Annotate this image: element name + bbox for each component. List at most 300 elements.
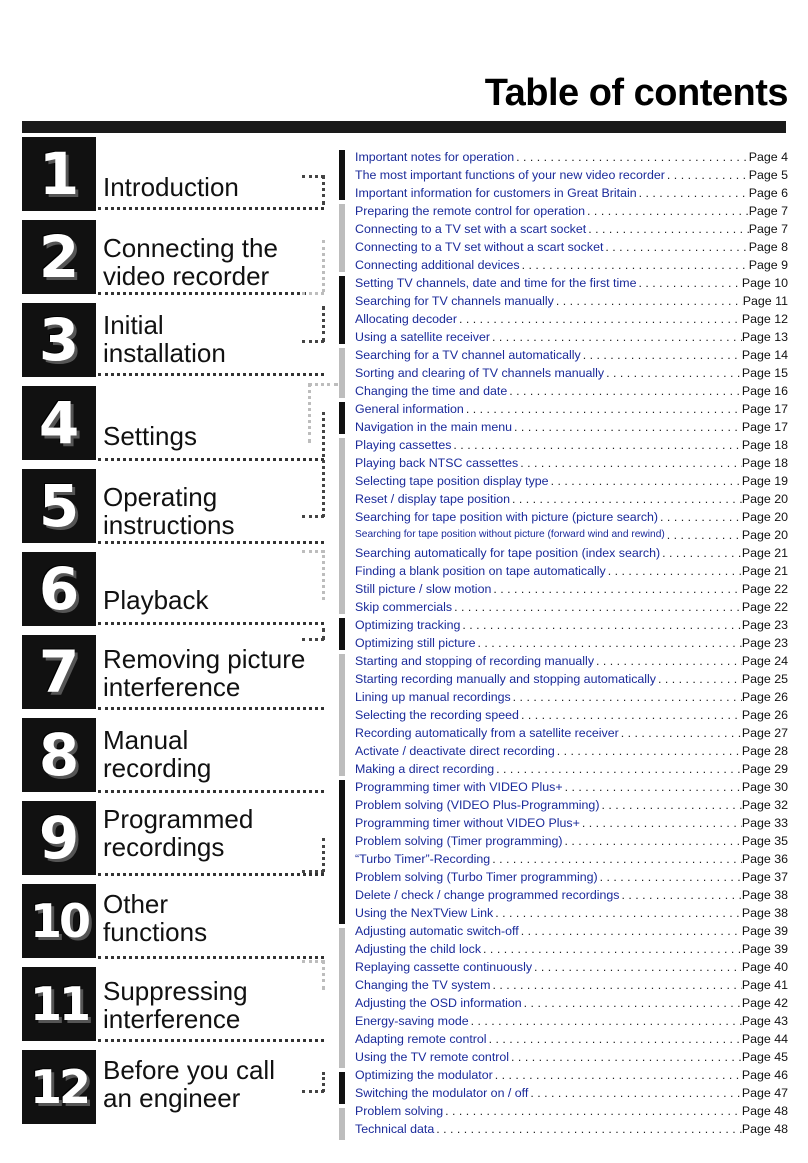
chapter-title-line1: Other xyxy=(103,889,169,919)
toc-entry-title: General information xyxy=(355,402,464,416)
toc-leader-dots xyxy=(594,652,742,670)
toc-entry-page: Page 18 xyxy=(741,456,788,470)
toc-leader-dots xyxy=(563,778,742,796)
group-bracket-4 xyxy=(339,348,345,398)
toc-leader-dots xyxy=(464,400,742,418)
chapter-title-line1: Manual xyxy=(103,725,189,755)
toc-entry-page: Page 16 xyxy=(741,384,788,398)
group-bracket-11 xyxy=(339,1072,345,1104)
toc-entry-title: Adjusting the OSD information xyxy=(355,996,522,1010)
chapter-title-line2: video recorder xyxy=(103,261,270,291)
toc-entry-page: Page 47 xyxy=(741,1086,788,1100)
group-bracket-10 xyxy=(339,928,345,1068)
chapter-number: 8 xyxy=(38,721,80,789)
chapter-title: Introduction xyxy=(103,172,239,202)
toc-leader-dots xyxy=(493,1066,742,1084)
toc-entry-page: Page 8 xyxy=(748,240,788,254)
chapter-number-box xyxy=(22,220,96,294)
toc-entry[interactable] xyxy=(355,310,788,328)
chapter-title-line2: interference xyxy=(103,1004,241,1034)
toc-entry-page: Page 17 xyxy=(741,402,788,416)
toc-entry[interactable] xyxy=(355,364,788,382)
toc-entry[interactable] xyxy=(355,1102,788,1120)
toc-entry[interactable] xyxy=(355,850,788,868)
toc-entry-title: The most important functions of your new video recorder xyxy=(355,168,665,182)
chapter-number-box xyxy=(22,303,96,377)
toc-entry[interactable] xyxy=(355,454,788,472)
connector-3v xyxy=(322,306,325,342)
toc-entry-title: Allocating decoder xyxy=(355,312,457,326)
toc-entry-title: Selecting tape position display type xyxy=(355,474,549,488)
toc-entry[interactable] xyxy=(355,562,788,580)
chapter-dotted-line xyxy=(98,458,324,461)
toc-entry-page: Page 11 xyxy=(742,294,788,308)
chapter-dotted-line xyxy=(98,707,324,710)
toc-entry-page: Page 42 xyxy=(741,996,788,1010)
chapter-number: 10 xyxy=(29,894,88,948)
chapter-number: 3 xyxy=(38,306,80,374)
toc-leader-dots xyxy=(490,850,742,868)
toc-entry-page: Page 5 xyxy=(748,168,788,182)
toc-leader-dots xyxy=(606,562,742,580)
toc-leader-dots xyxy=(522,994,742,1012)
toc-entry[interactable] xyxy=(355,184,788,202)
chapter-title xyxy=(103,726,211,782)
chapter-number: 12 xyxy=(29,1060,88,1114)
toc-entry[interactable] xyxy=(355,148,788,166)
toc-entry-page: Page 21 xyxy=(741,546,788,560)
toc-entry-title: Searching automatically for tape position (index search) xyxy=(355,546,661,560)
toc-leader-dots xyxy=(599,796,741,814)
chapter-title xyxy=(103,645,305,701)
toc-leader-dots xyxy=(451,436,741,454)
toc-leader-dots xyxy=(511,688,742,706)
toc-entry-title: Still picture / slow motion xyxy=(355,582,492,596)
connector-6 xyxy=(302,550,324,553)
toc-entry-page: Page 39 xyxy=(741,924,788,938)
toc-entry-page: Page 26 xyxy=(741,708,788,722)
toc-entry[interactable] xyxy=(355,814,788,832)
toc-leader-dots xyxy=(452,598,742,616)
toc-leader-dots xyxy=(665,166,749,184)
toc-entry[interactable] xyxy=(355,436,788,454)
toc-entry-page: Page 4 xyxy=(748,150,788,164)
toc-entry[interactable] xyxy=(355,1066,788,1084)
toc-entry[interactable] xyxy=(355,508,788,526)
toc-entry[interactable] xyxy=(355,616,788,634)
chapter-number-box xyxy=(22,1050,96,1124)
chapter-number: 9 xyxy=(38,804,80,872)
toc-entry[interactable] xyxy=(355,1120,788,1138)
group-bracket-1 xyxy=(339,150,345,200)
chapter-title xyxy=(103,311,226,367)
toc-leader-dots xyxy=(665,526,742,544)
toc-entry-page: Page 36 xyxy=(741,852,788,866)
connector-10v xyxy=(322,960,325,990)
chapter-5[interactable] xyxy=(22,469,322,545)
toc-entry-title: Starting and stopping of recording manually xyxy=(355,654,595,668)
toc-entry[interactable] xyxy=(355,580,788,598)
toc-entry[interactable] xyxy=(355,202,788,220)
toc-entry-page: Page 28 xyxy=(741,744,788,758)
toc-entry-page: Page 20 xyxy=(741,510,788,524)
toc-leader-dots xyxy=(509,1048,742,1066)
toc-entry-page: Page 41 xyxy=(741,978,788,992)
toc-entry[interactable] xyxy=(355,976,788,994)
toc-entry[interactable] xyxy=(355,274,788,292)
toc-entry-page: Page 20 xyxy=(741,528,788,542)
connector-5 xyxy=(302,515,324,518)
toc-entry[interactable] xyxy=(355,1012,788,1030)
toc-entry-title: Optimizing tracking xyxy=(355,618,461,632)
chapter-number: 11 xyxy=(29,977,88,1031)
toc-leader-dots xyxy=(554,292,743,310)
chapter-title-line2: an engineer xyxy=(103,1083,241,1113)
toc-entry-page: Page 22 xyxy=(741,582,788,596)
chapter-title: Playback xyxy=(103,585,209,615)
toc-leader-dots xyxy=(549,472,742,490)
toc-entry-title: Programming timer without VIDEO Plus+ xyxy=(355,816,580,830)
chapter-title-line2: recording xyxy=(103,753,212,783)
toc-entry-title: Optimizing the modulator xyxy=(355,1068,493,1082)
toc-entry[interactable] xyxy=(355,490,788,508)
toc-entry-title: Lining up manual recordings xyxy=(355,690,511,704)
chapter-dotted-line xyxy=(98,373,324,376)
toc-entry-title: Adjusting automatic switch-off xyxy=(355,924,519,938)
toc-entry-page: Page 33 xyxy=(741,816,788,830)
chapter-number: 6 xyxy=(38,555,80,623)
chapter-8[interactable] xyxy=(22,718,322,794)
toc-entry-title: Searching for tape position with picture (picture search) xyxy=(355,510,659,524)
toc-entry[interactable] xyxy=(355,634,788,652)
chapter-number: 7 xyxy=(38,638,80,706)
toc-leader-dots xyxy=(555,742,742,760)
toc-entry-title: Sorting and clearing of TV channels manually xyxy=(355,366,605,380)
toc-entry-title: Activate / deactivate direct recording xyxy=(355,744,555,758)
toc-entry-page: Page 26 xyxy=(741,690,788,704)
toc-entry[interactable] xyxy=(355,292,788,310)
toc-entry-title: Starting recording manually and stopping automatically xyxy=(355,672,656,686)
toc-leader-dots xyxy=(581,346,742,364)
toc-entry-title: Using a satellite receiver xyxy=(355,330,490,344)
toc-entry-page: Page 39 xyxy=(741,942,788,956)
toc-entry[interactable] xyxy=(355,1048,788,1066)
toc-entry-page: Page 9 xyxy=(748,258,788,272)
toc-entry[interactable] xyxy=(355,994,788,1012)
toc-entry[interactable] xyxy=(355,1084,788,1102)
chapter-dotted-line xyxy=(98,622,324,625)
toc-leader-dots xyxy=(487,1030,742,1048)
chapter-dotted-line xyxy=(98,541,324,544)
toc-entry[interactable] xyxy=(355,670,788,688)
toc-entry-title: Important notes for operation xyxy=(355,150,515,164)
toc-entry-page: Page 32 xyxy=(741,798,788,812)
toc-list xyxy=(355,148,788,1138)
connector-9 xyxy=(302,870,324,873)
chapter-dotted-line xyxy=(98,956,324,959)
toc-entry[interactable] xyxy=(355,922,788,940)
toc-leader-dots xyxy=(604,364,742,382)
title-rule xyxy=(22,121,786,133)
toc-entry-title: Skip commercials xyxy=(355,600,453,614)
toc-entry[interactable] xyxy=(355,238,788,256)
toc-leader-dots xyxy=(443,1102,742,1120)
toc-entry-title: Important information for customers in Great Britain xyxy=(355,186,637,200)
toc-leader-dots xyxy=(491,580,741,598)
chapter-title xyxy=(103,483,235,539)
toc-entry-page: Page 20 xyxy=(741,492,788,506)
group-bracket-5 xyxy=(339,402,345,434)
toc-entry-page: Page 10 xyxy=(741,276,788,290)
chapter-number-box xyxy=(22,801,96,875)
chapter-number: 1 xyxy=(38,140,80,208)
toc-entry[interactable] xyxy=(355,220,788,238)
toc-entry[interactable] xyxy=(355,544,788,562)
connector-4 xyxy=(308,383,338,386)
chapter-title-line2: functions xyxy=(103,917,208,947)
chapter-3[interactable] xyxy=(22,303,322,379)
chapter-title xyxy=(103,977,248,1033)
connector-2 xyxy=(302,292,324,295)
toc-entry-title: Adjusting the child lock xyxy=(355,942,482,956)
connector-7 xyxy=(302,638,324,641)
chapter-title xyxy=(103,234,278,290)
toc-entry[interactable] xyxy=(355,904,788,922)
toc-entry[interactable] xyxy=(355,328,788,346)
toc-entry[interactable] xyxy=(355,400,788,418)
group-bracket-2 xyxy=(339,204,345,272)
toc-leader-dots xyxy=(520,256,749,274)
toc-entry-title: Problem solving (VIDEO Plus-Programming) xyxy=(355,798,600,812)
toc-entry-title: Delete / check / change programmed recordings xyxy=(355,888,620,902)
connector-5v xyxy=(322,412,325,517)
toc-leader-dots xyxy=(490,976,741,994)
chapter-number-box xyxy=(22,967,96,1041)
toc-entry[interactable] xyxy=(355,742,788,760)
toc-entry[interactable] xyxy=(355,886,788,904)
connector-9v xyxy=(322,838,325,872)
group-bracket-6 xyxy=(339,438,345,614)
chapter-title-line2: recordings xyxy=(103,832,225,862)
chapter-2[interactable] xyxy=(22,220,322,296)
toc-entry-title: Selecting the recording speed xyxy=(355,708,519,722)
chapter-1[interactable] xyxy=(22,137,322,213)
toc-leader-dots xyxy=(510,490,742,508)
toc-entry[interactable] xyxy=(355,832,788,850)
toc-entry-title: Searching for a TV channel automatically xyxy=(355,348,581,362)
toc-leader-dots xyxy=(507,382,742,400)
connector-6v xyxy=(322,550,325,600)
page-title: Table of contents xyxy=(484,72,788,114)
toc-entry[interactable] xyxy=(355,958,788,976)
chapter-title xyxy=(103,805,253,861)
connector-1v xyxy=(322,175,325,205)
toc-leader-dots xyxy=(603,238,748,256)
toc-entry[interactable] xyxy=(355,688,788,706)
chapter-11[interactable] xyxy=(22,967,322,1043)
group-bracket-9 xyxy=(339,780,345,924)
toc-entry-title: Finding a blank position on tape automatically xyxy=(355,564,606,578)
toc-entry-page: Page 30 xyxy=(741,780,788,794)
chapter-7[interactable] xyxy=(22,635,322,711)
toc-entry-title: Technical data xyxy=(355,1122,435,1136)
toc-leader-dots xyxy=(636,274,741,292)
toc-entry-page: Page 13 xyxy=(741,330,788,344)
toc-entry-title: Navigation in the main menu xyxy=(355,420,513,434)
toc-entry-page: Page 17 xyxy=(741,420,788,434)
toc-leader-dots xyxy=(619,724,742,742)
toc-leader-dots xyxy=(493,904,742,922)
toc-entry-title: Replaying cassette continuously xyxy=(355,960,533,974)
toc-entry-title: Searching for tape position without picture (forward wind and rewind) xyxy=(355,529,665,540)
toc-entry[interactable] xyxy=(355,706,788,724)
toc-entry-page: Page 24 xyxy=(741,654,788,668)
chapter-number-box xyxy=(22,552,96,626)
toc-entry[interactable] xyxy=(355,1030,788,1048)
toc-leader-dots xyxy=(476,634,742,652)
toc-entry[interactable] xyxy=(355,796,788,814)
toc-entry[interactable] xyxy=(355,256,788,274)
group-bracket-12 xyxy=(339,1108,345,1140)
toc-entry[interactable] xyxy=(355,166,788,184)
toc-entry-page: Page 40 xyxy=(741,960,788,974)
toc-entry-title: Switching the modulator on / off xyxy=(355,1086,529,1100)
toc-leader-dots xyxy=(514,148,749,166)
toc-entry-title: Searching for TV channels manually xyxy=(355,294,554,308)
group-bracket-7 xyxy=(339,618,345,650)
toc-leader-dots xyxy=(598,868,742,886)
toc-entry-page: Page 22 xyxy=(741,600,788,614)
toc-leader-dots xyxy=(494,760,742,778)
toc-entry[interactable] xyxy=(355,760,788,778)
toc-entry-page: Page 15 xyxy=(741,366,788,380)
chapter-10[interactable] xyxy=(22,884,322,960)
toc-entry-page: Page 37 xyxy=(741,870,788,884)
toc-entry-page: Page 18 xyxy=(741,438,788,452)
chapter-9[interactable] xyxy=(22,801,322,877)
chapter-number: 2 xyxy=(38,223,80,291)
chapter-dotted-line xyxy=(98,1039,324,1042)
toc-entry-page: Page 23 xyxy=(741,636,788,650)
chapter-number-box xyxy=(22,386,96,460)
toc-entry-title: Reset / display tape position xyxy=(355,492,510,506)
connector-3 xyxy=(302,340,324,343)
chapter-number: 5 xyxy=(38,472,80,540)
chapter-6[interactable] xyxy=(22,552,322,628)
connector-7v xyxy=(322,628,325,640)
toc-entry-page: Page 27 xyxy=(741,726,788,740)
toc-entry[interactable] xyxy=(355,418,788,436)
toc-entry-page: Page 7 xyxy=(748,204,788,218)
toc-entry[interactable] xyxy=(355,346,788,364)
toc-entry-page: Page 38 xyxy=(741,888,788,902)
toc-entry-page: Page 48 xyxy=(741,1104,788,1118)
toc-leader-dots xyxy=(519,922,742,940)
toc-entry-page: Page 21 xyxy=(741,564,788,578)
chapter-title-line1: Operating xyxy=(103,482,218,512)
toc-entry-page: Page 44 xyxy=(741,1032,788,1046)
toc-entry-page: Page 46 xyxy=(741,1068,788,1082)
toc-entry[interactable] xyxy=(355,526,788,544)
toc-entry-page: Page 45 xyxy=(741,1050,788,1064)
chapter-dotted-line xyxy=(98,207,324,210)
connector-1 xyxy=(302,175,324,178)
toc-entry-title: Making a direct recording xyxy=(355,762,495,776)
toc-leader-dots xyxy=(519,706,742,724)
toc-leader-dots xyxy=(518,454,742,472)
connector-12 xyxy=(302,1090,324,1093)
toc-entry-title: Recording automatically from a satellite receiver xyxy=(355,726,619,740)
chapter-title-line1: Connecting the xyxy=(103,233,278,263)
toc-leader-dots xyxy=(585,202,749,220)
chapter-title xyxy=(103,890,207,946)
toc-entry[interactable] xyxy=(355,472,788,490)
toc-leader-dots xyxy=(460,616,741,634)
toc-leader-dots xyxy=(658,508,742,526)
chapter-title xyxy=(103,1056,275,1112)
toc-entry-title: Playing back NTSC cassettes xyxy=(355,456,519,470)
toc-leader-dots xyxy=(586,220,749,238)
toc-entry[interactable] xyxy=(355,652,788,670)
connector-2v xyxy=(322,240,325,292)
toc-leader-dots xyxy=(512,418,742,436)
chapter-number-box xyxy=(22,718,96,792)
toc-leader-dots xyxy=(481,940,742,958)
toc-entry-page: Page 19 xyxy=(741,474,788,488)
toc-entry-page: Page 29 xyxy=(741,762,788,776)
toc-entry-page: Page 7 xyxy=(748,222,788,236)
toc-entry-title: Problem solving (Timer programming) xyxy=(355,834,563,848)
toc-entry[interactable] xyxy=(355,868,788,886)
toc-entry-title: Problem solving xyxy=(355,1104,444,1118)
toc-entry[interactable] xyxy=(355,598,788,616)
toc-leader-dots xyxy=(656,670,742,688)
toc-entry-page: Page 23 xyxy=(741,618,788,632)
connector-10 xyxy=(302,960,324,963)
chapter-dotted-line xyxy=(98,292,324,295)
toc-entry-title: Using the NexTView Link xyxy=(355,906,494,920)
chapter-title-line2: installation xyxy=(103,338,226,368)
chapter-title-line1: Suppressing xyxy=(103,976,248,1006)
toc-entry[interactable] xyxy=(355,940,788,958)
toc-leader-dots xyxy=(660,544,742,562)
toc-entry-title: “Turbo Timer”-Recording xyxy=(355,852,491,866)
connector-4v xyxy=(308,383,311,443)
chapter-title-line1: Initial xyxy=(103,310,164,340)
toc-entry-page: Page 43 xyxy=(741,1014,788,1028)
toc-entry-page: Page 48 xyxy=(741,1122,788,1136)
toc-entry[interactable] xyxy=(355,778,788,796)
toc-entry-page: Page 35 xyxy=(741,834,788,848)
toc-entry-title: Changing the TV system xyxy=(355,978,491,992)
chapter-title-line2: instructions xyxy=(103,510,235,540)
toc-entry-title: Connecting to a TV set with a scart socket xyxy=(355,222,587,236)
chapter-title-line1: Removing picture xyxy=(103,644,306,674)
chapter-number-box xyxy=(22,469,96,543)
chapter-dotted-line xyxy=(98,873,324,876)
toc-entry-title: Connecting to a TV set without a scart socket xyxy=(355,240,604,254)
toc-entry[interactable] xyxy=(355,382,788,400)
toc-entry-title: Setting TV channels, date and time for the first time xyxy=(355,276,637,290)
group-bracket-3 xyxy=(339,276,345,344)
toc-entry-title: Energy-saving mode xyxy=(355,1014,469,1028)
toc-leader-dots xyxy=(637,184,749,202)
chapter-4[interactable] xyxy=(22,386,322,462)
chapter-12[interactable] xyxy=(22,1050,322,1126)
toc-entry-page: Page 6 xyxy=(748,186,788,200)
toc-entry[interactable] xyxy=(355,724,788,742)
chapter-number-box xyxy=(22,635,96,709)
